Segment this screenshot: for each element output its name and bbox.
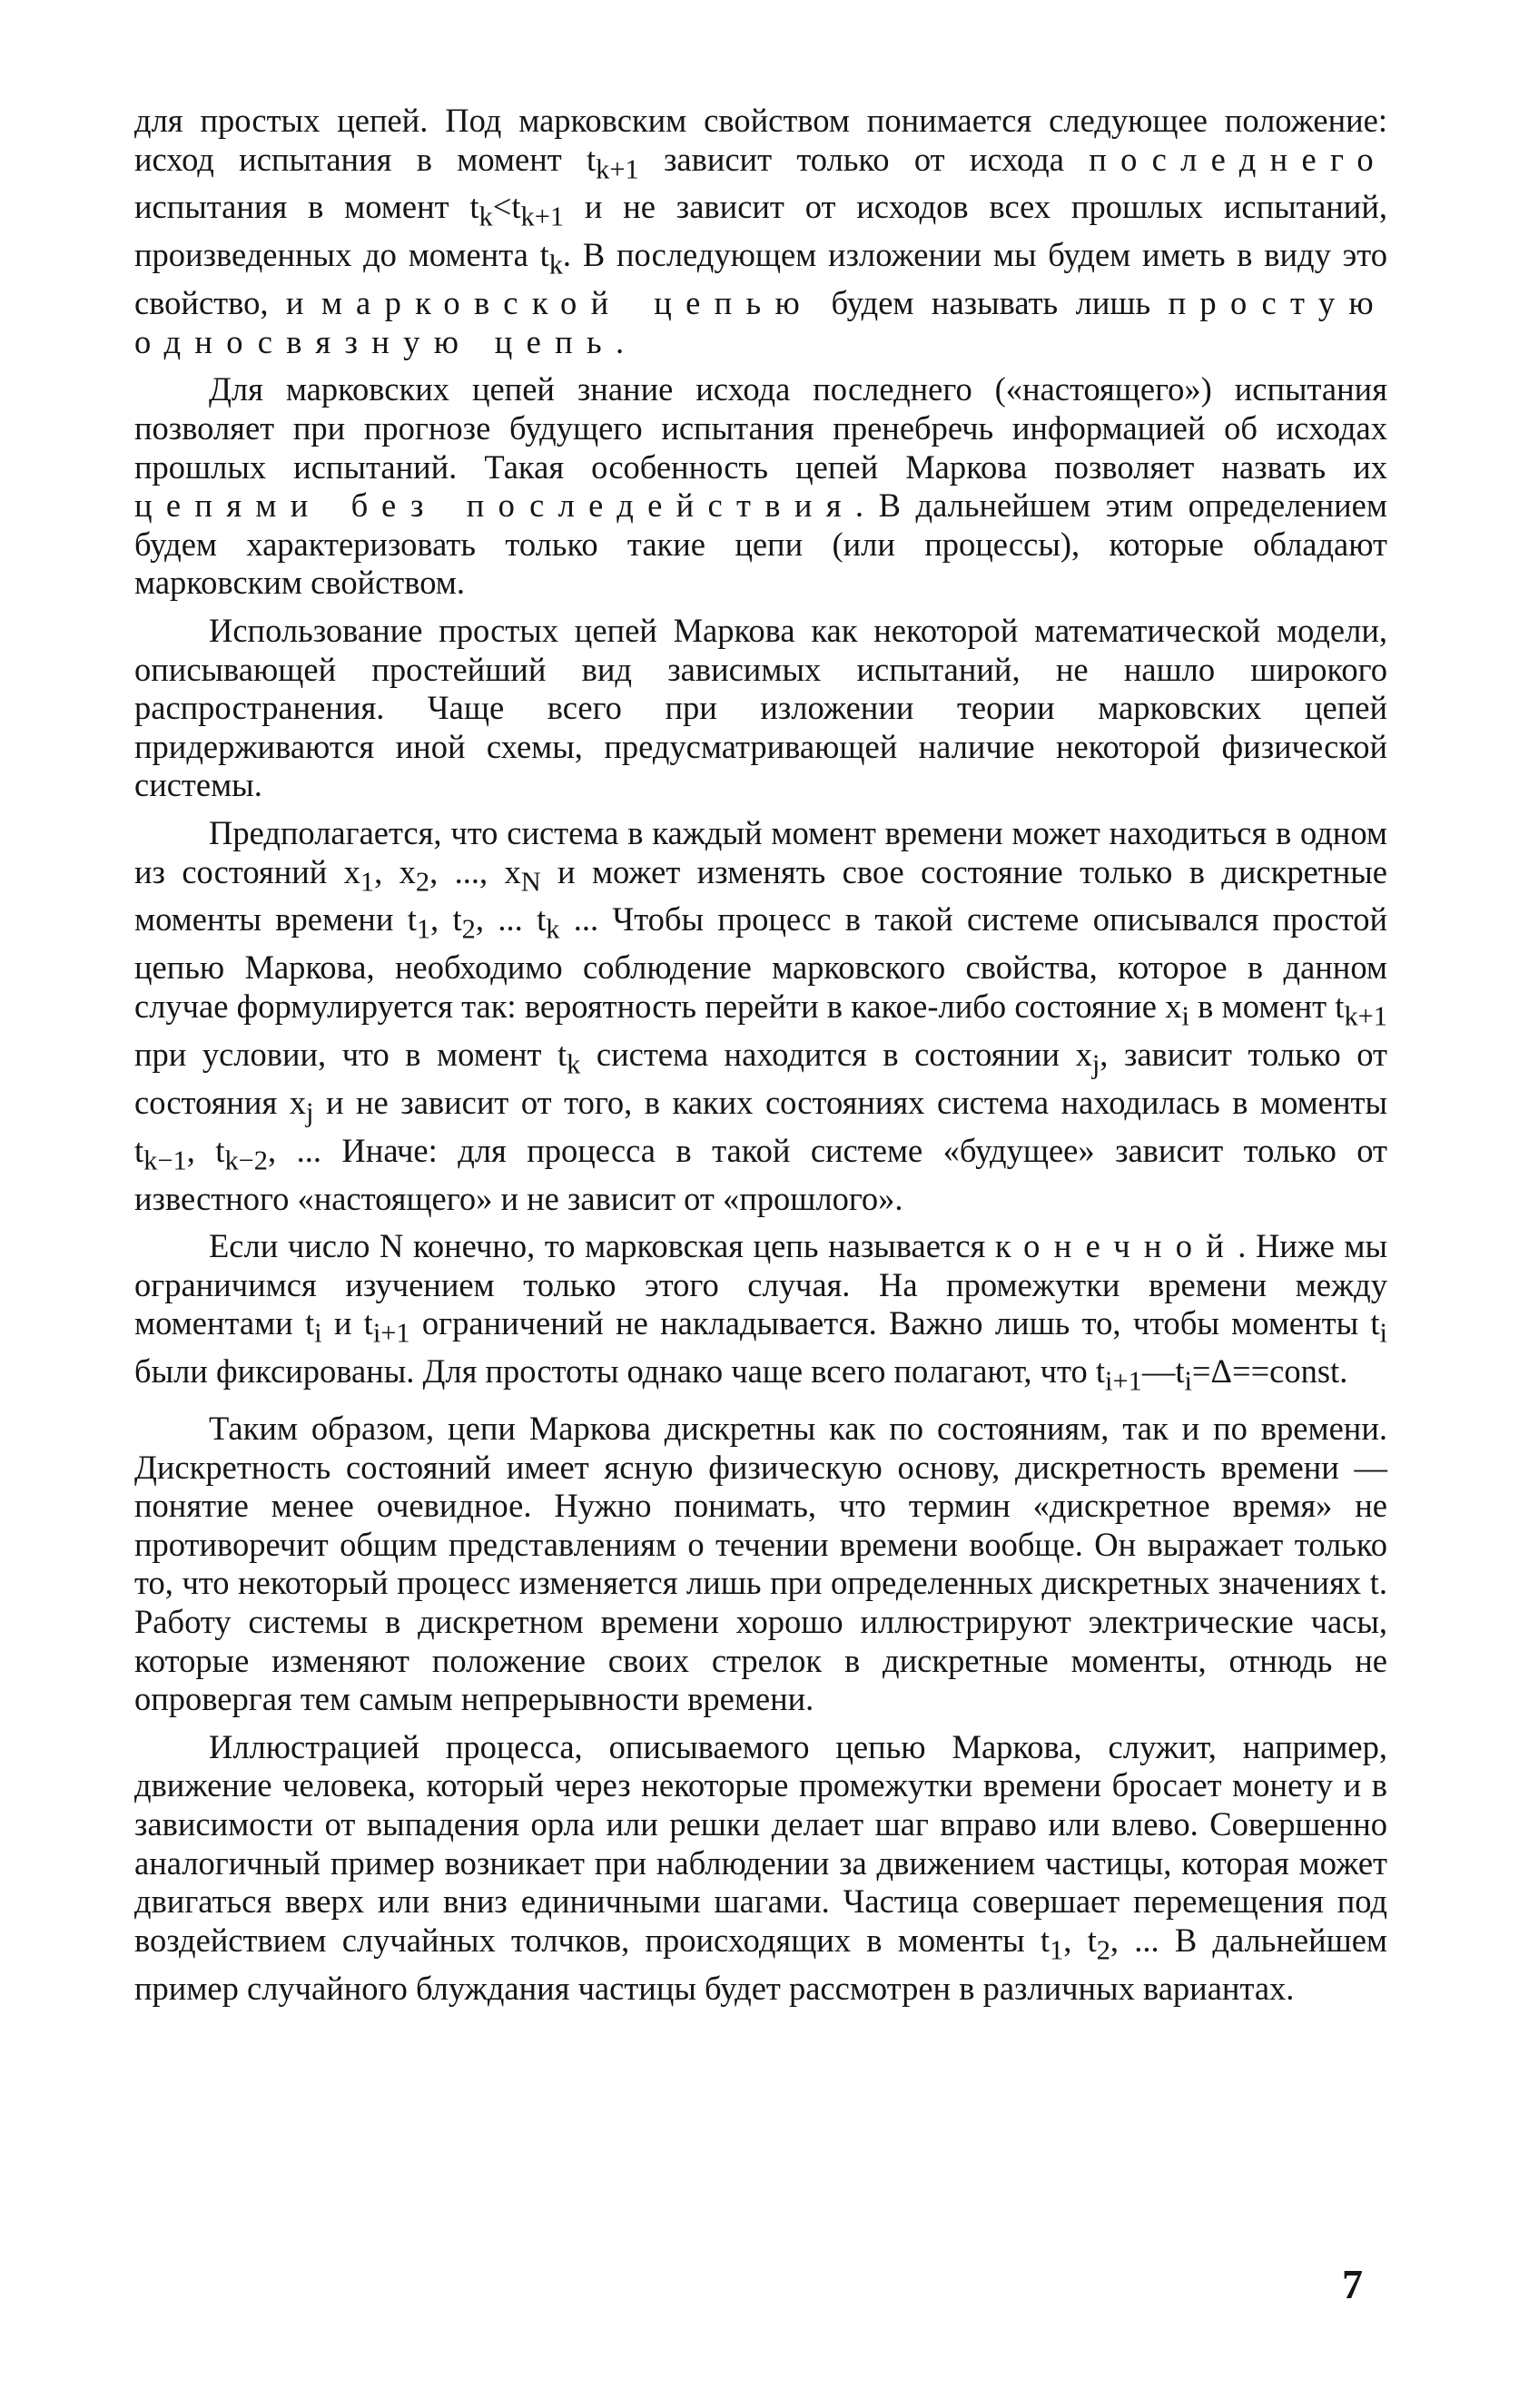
text-run: , t [186, 1131, 225, 1169]
subscript: 2 [415, 865, 430, 897]
paragraph-2 [134, 370, 1387, 603]
subscript: k [548, 249, 563, 280]
text-run: и t [321, 1304, 373, 1342]
text-run: в момент t [1189, 987, 1345, 1025]
text-run: и может изменять свое состояние только в дискретные моменты времени t [134, 852, 1388, 939]
subscript: k+1 [520, 201, 565, 232]
text-run: Предполагается, что система в каждый момент времени может находиться в одном из состояний x [134, 813, 1387, 890]
subscript: k−1 [143, 1144, 187, 1175]
paragraph-1 [134, 102, 1387, 361]
page-number: 7 [1342, 2261, 1363, 2307]
subscript: N [520, 865, 541, 897]
subscript: 2 [1096, 1934, 1110, 1966]
text-run: и не зависит от того, в каких состояниях система находилась в моменты t [134, 1083, 1387, 1169]
text-run: , ..., x [429, 852, 521, 890]
spaced-term: цепями без последействия [134, 487, 855, 525]
text-run: Использование простых цепей Маркова как некоторой математической модели, описывающей простейший вид зависимых испытаний, не нашло широкого распространения. Чаще всего при изложении теории марковских цепей придерживаются иной схемы, предусматривающей наличие некоторой физической системы. [134, 612, 1387, 804]
subscript: k−2 [224, 1144, 269, 1175]
text-run: , t [430, 900, 462, 939]
subscript: 1 [1050, 1934, 1064, 1966]
subscript: i+1 [372, 1317, 410, 1349]
spaced-term: последнего [1089, 140, 1387, 178]
paragraph-4 [134, 814, 1387, 1218]
subscript: k+1 [596, 152, 639, 184]
subscript: k [546, 913, 560, 945]
text-run: будем называть лишь [814, 284, 1169, 322]
text-run: , ... Иначе: для процесса в такой системе «будущее» зависит только от известного «настоящего» и не зависит от «прошлого». [134, 1131, 1387, 1217]
text-run: зависит только от исхода [638, 140, 1090, 178]
text-run: при условии, что в момент t [134, 1035, 567, 1073]
text-run: ограничений не накладывается. Важно лишь то, чтобы моменты t [409, 1304, 1380, 1342]
text-run: для простых цепей. Под марковским свойством понимается следующее положение: исход испытания в момент t [134, 102, 1387, 178]
subscript: i [314, 1317, 322, 1349]
text-run: , ... В дальнейшем пример случайного блуждания частицы будет рассмотрен в различных вариантах. [134, 1921, 1387, 2007]
text-run: , t [1063, 1921, 1097, 1959]
text-run: ... Чтобы процесс в такой системе описывался простой цепью Маркова, необходимо соблюдение марковского свойства, которое в данном случае формулируется так: вероятность перейти в какое-либо состояние x [134, 900, 1387, 1025]
text-run: были фиксированы. Для простоты однако чаще всего полагают, что t [134, 1352, 1105, 1391]
text-run: , зависит только от состояния x [134, 1035, 1388, 1121]
text-run: . В дальнейшем этим определением будем характеризовать только такие цепи (или процессы), которые обладают марковским свойством. [134, 487, 1387, 602]
subscript: k+1 [1344, 1000, 1387, 1032]
text-run: , ... t [475, 900, 547, 939]
subscript: k [478, 201, 493, 232]
text-run: испытания в момент t [134, 188, 479, 226]
subscript: j [306, 1096, 314, 1128]
text-run: система находится в состоянии x [580, 1035, 1092, 1073]
text-run: <t [492, 188, 521, 226]
subscript: 2 [461, 913, 476, 945]
text-run: —t [1141, 1352, 1185, 1391]
spaced-term: простую односвязную цепь [134, 284, 1388, 360]
text-run: =Δ==const. [1191, 1352, 1348, 1391]
subscript: k [567, 1048, 581, 1080]
subscript: 1 [416, 913, 431, 945]
text-run: . В последующем изложении мы будем иметь в виду это свойство, и [134, 236, 1387, 322]
text-run: Иллюстрацией процесса, описываемого цепью Маркова, служит, например, движение человека, который через некоторые промежутки времени бросает монету и в зависимости от выпадения орла или решки делает шаг вправо или влево. Совершенно аналогичный пример возникает при наблюдении за движением частицы, которая может двигаться вверх или вниз единичными шагами. Частица совершает перемещения под воздействием случайных толчков, происходящих в моменты t [134, 1727, 1387, 1959]
text-run: Таким образом, цепи Маркова дискретны как по состояниям, так и по времени. Дискретность состояний имеет ясную физическую основу, дискретность времени — понятие менее очевидное. Нужно понимать, что термин «дискретное время» не противоречит общим представлениям о течении времени вообще. Он выражает только то, что некоторый процесс изменяется лишь при определенных дискретных значениях t. Работу системы в дискретном времени хорошо иллюстрируют электрические часы, которые изменяют положение своих стрелок в дискретные моменты, отнюдь не опровергая тем самым непрерывности времени. [134, 1410, 1387, 1718]
text-run: . Ниже мы ограничимся изучением только этого случая. На промежутки времени между моментами t [134, 1227, 1387, 1342]
text-run: , x [374, 852, 416, 890]
book-page [134, 102, 1387, 2017]
paragraph-6 [134, 1410, 1387, 1719]
subscript: i [1184, 1365, 1192, 1397]
spaced-term: конечной [994, 1227, 1238, 1265]
text-run: Для марковских цепей знание исхода последнего («настоящего») испытания позволяет при прогнозе будущего испытания пренебречь информацией об исходах прошлых испытаний. Такая особенность цепей Маркова позволяет назвать их [134, 370, 1387, 486]
paragraph-7 [134, 1728, 1387, 2008]
paragraph-5 [134, 1227, 1387, 1401]
subscript: i+1 [1105, 1365, 1142, 1397]
subscript: i [1181, 1000, 1189, 1032]
text-run: и не зависит от исходов всех прошлых испытаний, произведенных до момента t [134, 188, 1387, 274]
subscript: 1 [360, 865, 375, 897]
subscript: j [1091, 1048, 1100, 1080]
spaced-term: марковской цепью [321, 284, 814, 322]
subscript: i [1379, 1317, 1387, 1349]
paragraph-3 [134, 612, 1387, 805]
text-run: . [616, 322, 625, 360]
text-run: Если число N конечно, то марковская цепь называется [209, 1227, 995, 1265]
